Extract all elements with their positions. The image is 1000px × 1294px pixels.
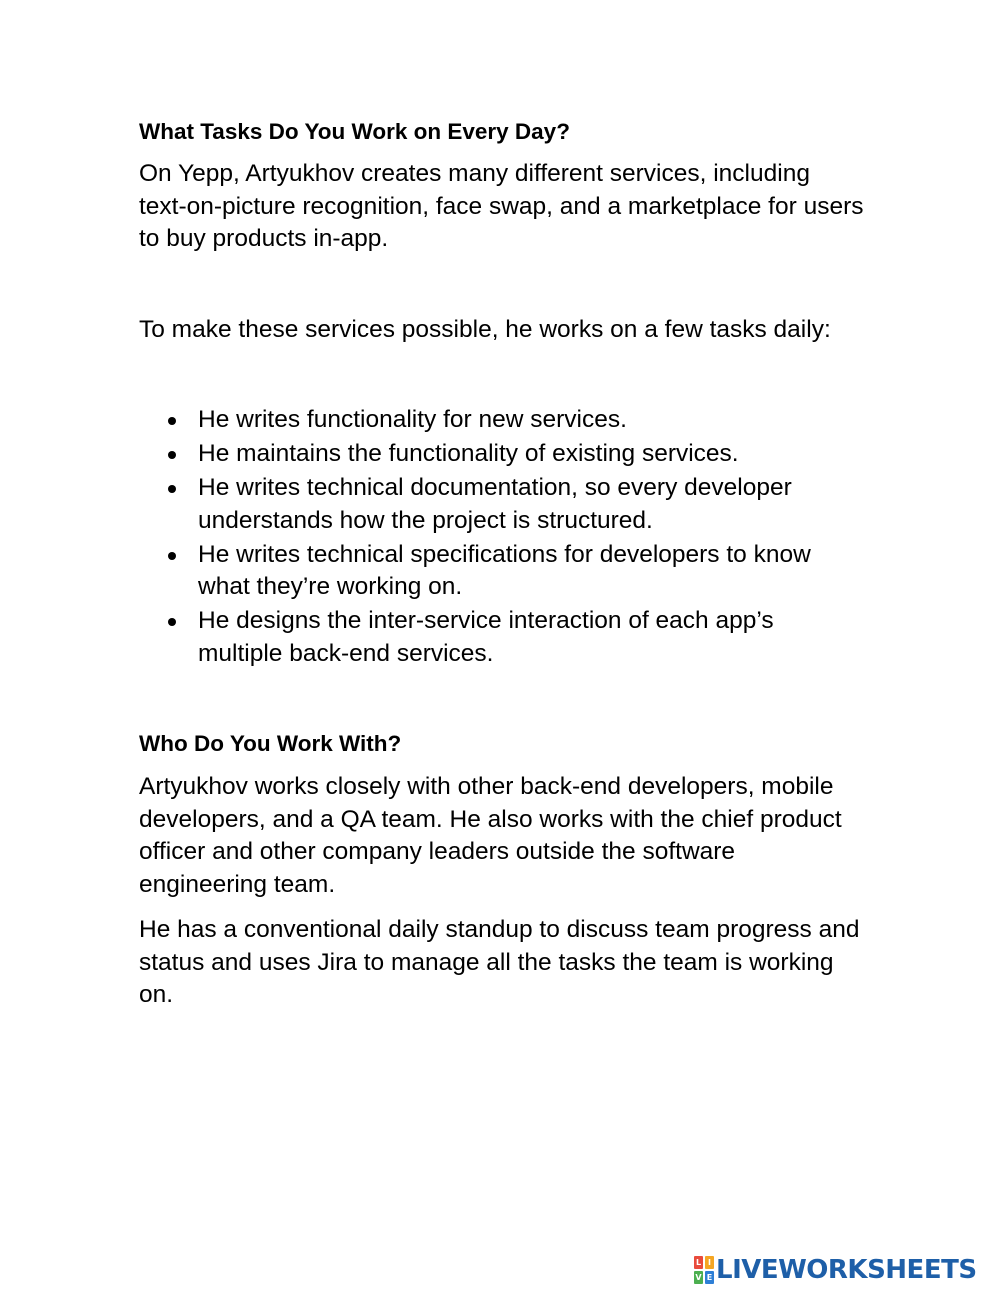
paragraph-team: Artyukhov works closely with other back-end developers, mobile developers, and a QA team. He also works with the chief product officer and other company leaders outside the software engineering team. bbox=[139, 773, 842, 898]
bullet-icon bbox=[168, 618, 176, 626]
list-item-text: He writes technical documentation, so every developer understands how the project is structured. bbox=[198, 474, 792, 534]
list-item-text: He writes technical specifications for developers to know what they’re working on. bbox=[198, 540, 811, 600]
bullet-icon bbox=[168, 552, 176, 560]
bullet-icon bbox=[168, 485, 176, 493]
bullet-icon bbox=[168, 451, 176, 459]
logo-tile-v: V bbox=[695, 1273, 702, 1282]
liveworksheets-logo[interactable] bbox=[694, 1255, 977, 1285]
list-item bbox=[198, 539, 864, 604]
task-list bbox=[139, 404, 864, 670]
document-body bbox=[139, 116, 864, 1012]
section-heading-tasks: What Tasks Do You Work on Every Day? bbox=[139, 119, 570, 144]
logo-tile-i: I bbox=[705, 1256, 714, 1269]
paragraph-standup: He has a conventional daily standup to discuss team progress and status and uses Jira to manage all the tasks the team is working on. bbox=[139, 916, 860, 1008]
list-item-text: He writes functionality for new services. bbox=[198, 406, 627, 433]
paragraph-tasks-intro: To make these services possible, he works on a few tasks daily: bbox=[139, 315, 831, 343]
list-item bbox=[198, 605, 864, 670]
list-item bbox=[198, 472, 864, 537]
list-item-text: He maintains the functionality of existing services. bbox=[198, 440, 739, 467]
list-item bbox=[198, 438, 864, 471]
paragraph-services: On Yepp, Artyukhov creates many different services, including text-on-picture recognition, face swap, and a marketplace for users to buy products in-app. bbox=[139, 160, 864, 252]
section-heading-team: Who Do You Work With? bbox=[139, 731, 402, 756]
logo-mark-icon bbox=[694, 1256, 714, 1284]
bullet-icon bbox=[168, 417, 176, 425]
logo-text: LIVEWORKSHEETS bbox=[716, 1255, 977, 1285]
list-item-text: He designs the inter-service interaction of each app’s multiple back-end services. bbox=[198, 607, 774, 667]
logo-tile-e: E bbox=[706, 1273, 713, 1282]
list-item bbox=[198, 404, 864, 437]
logo-tile-l: L bbox=[695, 1258, 702, 1267]
